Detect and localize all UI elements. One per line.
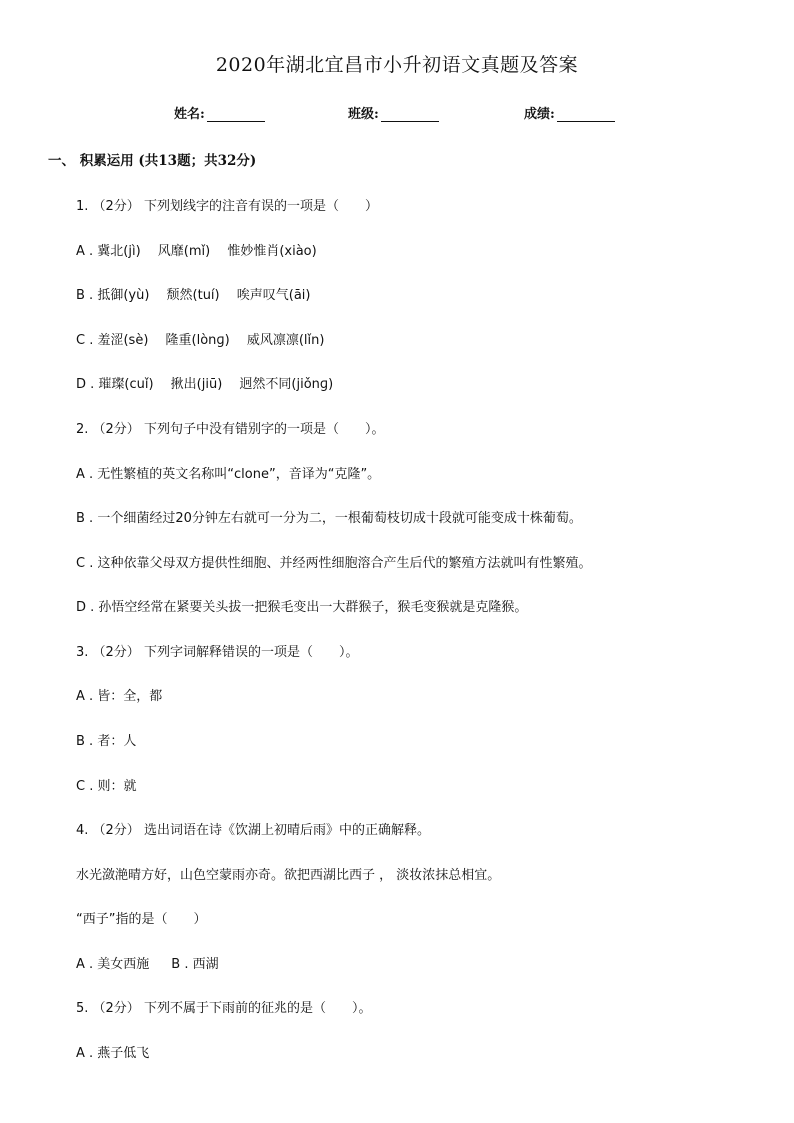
question-4-option-a: A . 美女西施 (76, 957, 150, 972)
student-info-row (0, 103, 794, 123)
question-5-option-a: A . 燕子低飞 (76, 1046, 150, 1061)
question-2-option-d: D . 孙悟空经常在紧要关头拔一把猴毛变出一大群猴子，猴毛变猴就是克隆猴。 (76, 600, 528, 615)
name-blank (207, 107, 265, 122)
class-label: 班级: (348, 107, 379, 122)
section-heading: 一、 积累运用 (共13题；共32分) (48, 153, 257, 169)
score-field (524, 103, 615, 122)
question-1-option-d: D . 璀璨(cuǐ) 揪出(jiū) 迥然不同(jiǒnɡ) (76, 377, 334, 392)
score-label: 成绩: (524, 107, 555, 122)
question-3-stem: 3. （2分） 下列字词解释错误的一项是（ ）。 (76, 645, 359, 660)
question-3-option-a: A . 皆：全，都 (76, 689, 163, 704)
question-5-stem: 5. （2分） 下列不属于下雨前的征兆的是（ ）。 (76, 1001, 372, 1016)
question-4-stem: 4. （2分） 选出词语在诗《饮湖上初晴后雨》中的正确解释。 (76, 823, 430, 838)
question-2-option-b: B . 一个细菌经过20分钟左右就可一分为二，一根葡萄枝切成十段就可能变成十株葡萄。 (76, 511, 582, 526)
class-blank (381, 107, 439, 122)
question-3-option-b: B . 者：人 (76, 734, 137, 749)
question-4-option-b: B . 西湖 (171, 957, 219, 972)
question-1-stem: 1. （2分） 下列划线字的注音有误的一项是（ ） (76, 199, 378, 214)
document-title: 2020年湖北宜昌市小升初语文真题及答案 (215, 54, 579, 76)
score-blank (557, 107, 615, 122)
question-2-option-c: C . 这种依靠父母双方提供性细胞、并经两性细胞溶合产生后代的繁殖方法就叫有性繁殖。 (76, 556, 592, 571)
name-field (174, 103, 265, 122)
class-field (348, 103, 439, 122)
question-1-option-a: A . 冀北(jì) 风靡(mǐ) 惟妙惟肖(xiào) (76, 244, 317, 259)
question-3-option-c: C . 则：就 (76, 779, 137, 794)
question-2-option-a: A . 无性繁植的英文名称叫“clone”，音译为“克隆”。 (76, 467, 381, 482)
question-2-stem: 2. （2分） 下列句子中没有错别字的一项是（ ）。 (76, 422, 385, 437)
question-1-option-c: C . 羞涩(sè) 隆重(lònɡ) 威风凛凛(lǐn) (76, 333, 325, 348)
question-4-subquestion: “西子”指的是（ ） (76, 912, 207, 927)
question-4-poem: 水光潋滟晴方好，山色空蒙雨亦奇。欲把西湖比西子 ， 淡妆浓抹总相宜。 (76, 868, 501, 883)
name-label: 姓名: (174, 107, 205, 122)
question-1-option-b: B . 抵御(yù) 颓然(tuí) 唉声叹气(āi) (76, 288, 311, 303)
question-4-options (76, 953, 219, 972)
